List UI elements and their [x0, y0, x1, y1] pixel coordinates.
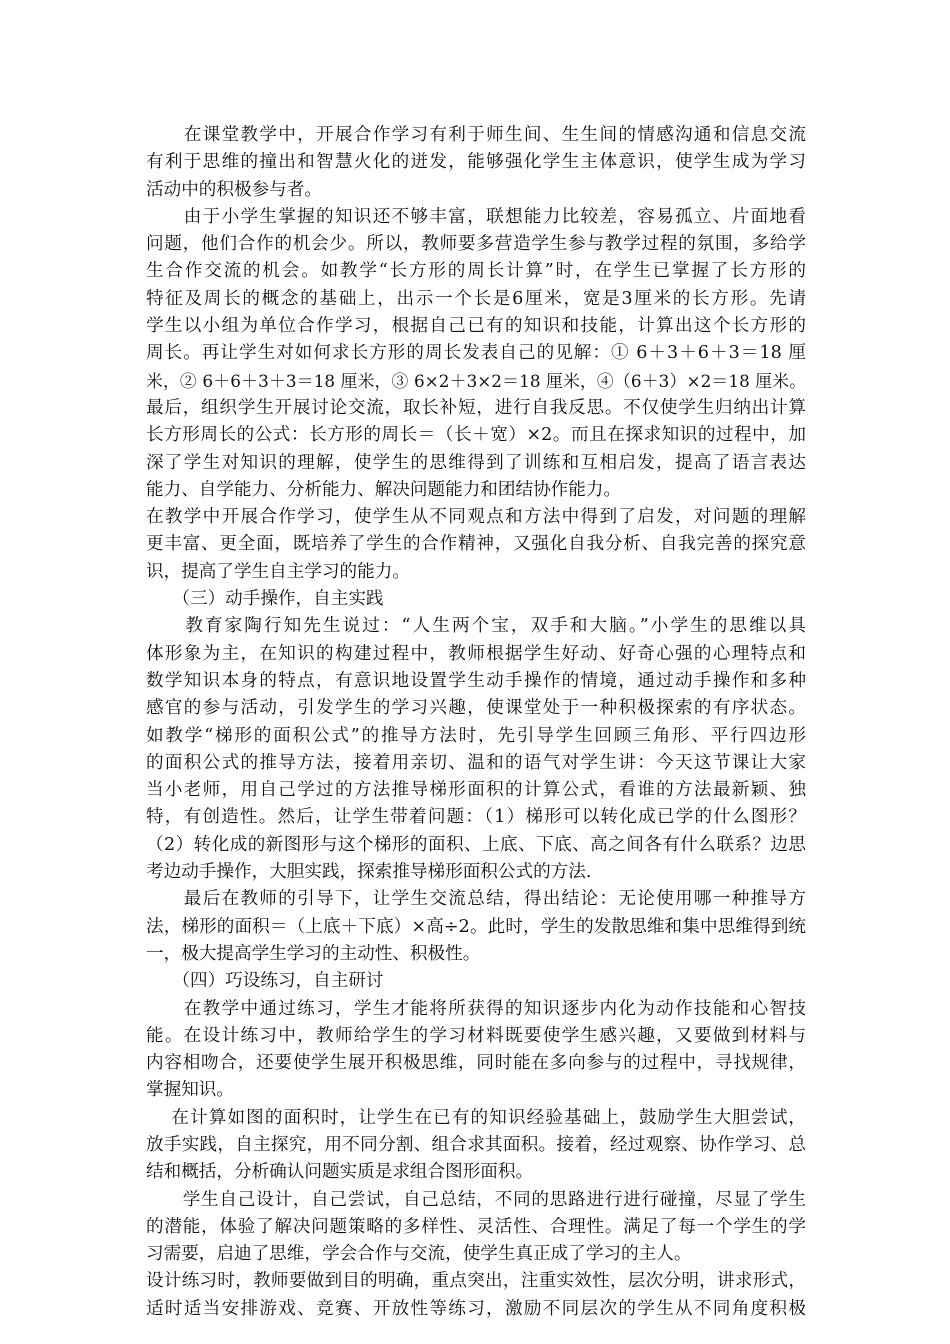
text-line: 当小老师，用自己学过的方法推导梯形面积的计算公式，看谁的方法最新颖、独 [146, 780, 806, 801]
text-line: 周长。再让学生对如何求长方形的周长发表自己的见解：① 6＋3＋6＋3＝18 厘 [146, 343, 806, 364]
text-line: 生合作交流的机会。如教学“长方形的周长计算”时，在学生已掌握了长方形的 [146, 261, 806, 282]
text-line: 学生以小组为单位合作学习，根据自己已有的知识和技能，计算出这个长方形的 [146, 316, 806, 337]
text-line: 掌握知识。 [146, 1080, 234, 1101]
text-line: 体形象为主，在知识的构建过程中，教师根据学生好动、好奇心强的心理特点和 [146, 643, 806, 664]
text-line: 最后在教师的引导下，让学生交流总结，得出结论：无论使用哪一种推导方 [146, 889, 806, 910]
text-line: 考边动手操作，大胆实践，探索推导梯形面积公式的方法. [146, 862, 592, 883]
text-line: 学生自己设计，自己尝试，自己总结，不同的思路进行进行碰撞，尽显了学生 [146, 1189, 806, 1210]
text-line: （2）转化成的新图形与这个梯形的面积、上底、下底、高之间各有什么联系？边思 [146, 834, 806, 855]
text-line: 数学知识本身的特点，有意识地设置学生动手操作的情境，通过动手操作和多种 [146, 670, 806, 691]
text-line: 深了学生对知识的理解，使学生的思维得到了训练和互相启发，提高了语言表达 [146, 452, 806, 473]
text-line: 在教学中通过练习，学生才能将所获得的知识逐步内化为动作技能和心智技 [146, 998, 806, 1019]
text-line: 能力、自学能力、分析能力、解决问题能力和团结协作能力。 [146, 479, 622, 500]
text-line: 结和概括，分析确认问题实质是求组合图形面积。 [146, 1162, 534, 1183]
text-line: 感官的参与活动，引发学生的学习兴趣，使课堂处于一种积极探索的有序状态。 [146, 698, 806, 719]
text-line: 教育家陶行知先生说过：“人生两个宝，双手和大脑。”小学生的思维以具 [146, 616, 806, 637]
text-line: 活动中的积极参与者。 [146, 179, 322, 200]
text-line: 在计算如图的面积时，让学生在已有的知识经验基础上，鼓励学生大胆尝试， [146, 1107, 806, 1128]
text-line: 长方形周长的公式：长方形的周长＝（长＋宽）×2。而且在探求知识的过程中，加 [146, 425, 806, 446]
text-line: 在课堂教学中，开展合作学习有利于师生间、生生间的情感沟通和信息交流 [146, 125, 806, 145]
text-line: 法，梯形的面积＝（上底＋下底）×高÷2。此时，学生的发散思维和集中思维得到统 [146, 916, 806, 937]
text-line: 更丰富、更全面，既培养了学生的合作精神，又强化自我分析、自我完善的探究意 [146, 534, 806, 555]
text-line: 习需要，启迪了思维，学会合作与交流，使学生真正成了学习的主人。 [146, 1244, 692, 1265]
text-line: 问题，他们合作的机会少。所以，教师要多营造学生参与教学过程的氛围，多给学 [146, 234, 806, 255]
text-line: 内容相吻合，还要使学生展开积极思维，同时能在多向参与的过程中，寻找规律， [146, 1053, 806, 1074]
text-line: 一，极大提高学生学习的主动性、积极性。 [146, 943, 481, 964]
text-line: （三）动手操作，自主实践 [146, 589, 384, 610]
text-line: 设计练习时，教师要做到目的明确，重点突出，注重实效性，层次分明，讲求形式， [146, 1271, 806, 1292]
text-line: 识，提高了学生自主学习的能力。 [146, 561, 410, 582]
text-line: 最后，组织学生开展讨论交流，取长补短，进行自我反思。不仅使学生归纳出计算 [146, 397, 806, 418]
text-line: 特征及周长的概念的基础上，出示一个长是6厘米，宽是3厘米的长方形。先请 [146, 288, 806, 309]
text-line: 米，② 6＋6＋3＋3＝18 厘米，③ 6×2＋3×2＝18 厘米，④（6＋3）×2＝18 厘米。 [146, 370, 806, 391]
text-line: 如教学“梯形的面积公式”的推导方法时，先引导学生回顾三角形、平行四边形 [146, 725, 806, 746]
text-line: 放手实践，自主探究，用不同分割、组合求其面积。接着，经过观察、协作学习、总 [146, 1134, 806, 1155]
text-line: 的面积公式的推导方法，接着用亲切、温和的语气对学生讲：今天这节课让大家 [146, 752, 806, 773]
text-line: （四）巧设练习，自主研讨 [146, 971, 384, 992]
text-line: 由于小学生掌握的知识还不够丰富，联想能力比较差，容易孤立、片面地看 [146, 206, 806, 227]
text-line: 适时适当安排游戏、竞赛、开放性等练习，激励不同层次的学生从不同角度积极 [146, 1298, 806, 1319]
text-line: 在教学中开展合作学习，使学生从不同观点和方法中得到了启发，对问题的理解 [146, 507, 806, 528]
document-body [146, 122, 806, 1323]
text-line: 的潜能，体验了解决问题策略的多样性、灵活性、合理性。满足了每一个学生的学 [146, 1216, 806, 1237]
text-line: 能。在设计练习中，教师给学生的学习材料既要使学生感兴趣，又要做到材料与 [146, 1025, 806, 1046]
text-line: 有利于思维的撞出和智慧火化的迸发，能够强化学生主体意识，使学生成为学习 [146, 152, 806, 173]
text-line: 特，有创造性。然后，让学生带着问题：（1）梯形可以转化成已学的什么图形？ [146, 807, 806, 828]
